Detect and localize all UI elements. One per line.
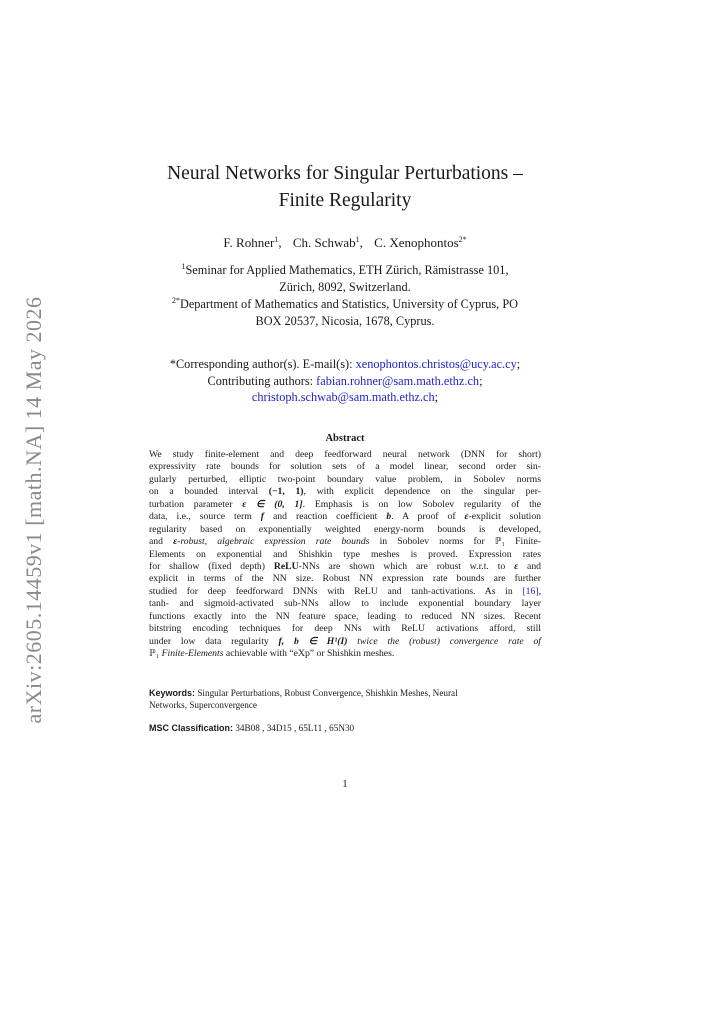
punctuation: ; bbox=[516, 357, 521, 371]
abstract-heading: Abstract bbox=[325, 433, 365, 444]
affiliation-line: BOX 20537, Nicosia, 1678, Cyprus. bbox=[255, 314, 435, 328]
affiliation-line: Zürich, 8092, Switzerland. bbox=[279, 280, 411, 294]
abstract-line: explicit in terms of the NN size. Robust NN expression rate bounds are further bbox=[149, 573, 541, 585]
author-affil-mark: 1 bbox=[274, 235, 279, 244]
author-name: C. Xenophontos bbox=[374, 235, 459, 250]
paper-title bbox=[145, 160, 545, 214]
keywords-text: Singular Perturbations, Robust Convergence, Shishkin Meshes, Neural bbox=[195, 688, 458, 698]
abstract-line: functions exactly into the NN feature space, leading to reduced NN sizes. Recent bbox=[149, 610, 541, 622]
text: twice the (robust) convergence rate of bbox=[347, 635, 541, 647]
abstract-line bbox=[149, 536, 541, 548]
abstract-line bbox=[149, 486, 541, 498]
text: -NNs are shown which are robust w.r.t. to bbox=[298, 560, 515, 572]
author-affil-mark: 2* bbox=[458, 235, 467, 244]
text: -explicit solution bbox=[468, 511, 542, 523]
math: ε bbox=[464, 511, 469, 523]
text: turbation parameter bbox=[149, 498, 243, 510]
text: , bbox=[538, 585, 541, 597]
author-list: F. Rohner$^1$, Ch. Schwab$^1$, C. Xenophontos$^{2*}$ bbox=[223, 235, 467, 250]
abstract-line: tanh- and sigmoid-activated sub-NNs allow to include exponential boundary layer bbox=[149, 598, 541, 610]
email-link-schwab[interactable]: christoph.schwab@sam.math.ethz.ch bbox=[251, 390, 435, 404]
text: . Emphasis is on low Sobolev regularity of the bbox=[302, 498, 542, 510]
abstract-line: Elements on exponential and Shishkin type meshes is proved. Expression rates bbox=[149, 548, 541, 560]
keywords-text: Networks, Superconvergence bbox=[149, 700, 258, 710]
text: under low data regularity bbox=[149, 635, 279, 647]
abstract-line: regularity based on exponentially weighted energy-norm bounds is developed, bbox=[149, 523, 541, 535]
text: ℙ₁ bbox=[149, 648, 162, 659]
abstract-line bbox=[149, 561, 541, 573]
abstract-line bbox=[149, 511, 541, 523]
affiliation-mark: 1 bbox=[181, 262, 186, 271]
email-link-corresponding[interactable]: xenophontos.christos@ucy.ac.cy bbox=[355, 357, 517, 371]
citation-link[interactable]: [16] bbox=[522, 585, 539, 597]
abstract-line bbox=[149, 636, 541, 648]
punctuation: ; bbox=[479, 373, 483, 388]
title-line-1: Neural Networks for Singular Perturbations – bbox=[167, 163, 523, 184]
abstract-body bbox=[149, 449, 541, 660]
text: and bbox=[518, 560, 542, 572]
math: ε bbox=[173, 536, 178, 548]
abstract-line: bitstring encoding techniques for deep NNs with ReLU activations afford, still bbox=[149, 623, 541, 635]
affiliation-line: Seminar for Applied Mathematics, ETH Zürich, Rämistrasse 101, bbox=[185, 263, 509, 277]
abstract-line bbox=[149, 586, 541, 598]
affiliation-line: Department of Mathematics and Statistics, University of Cyprus, PO bbox=[179, 297, 519, 311]
abstract-line bbox=[149, 499, 541, 511]
correspondence-block bbox=[120, 356, 570, 406]
abstract-line: gularly perturbed, elliptic two-point boundary value problem, in Sobolev norms bbox=[149, 473, 541, 485]
text: in Sobolev norms for ℙ₁ Finite- bbox=[369, 536, 541, 548]
affiliation-mark: 2* bbox=[171, 296, 180, 305]
text: , with explicit dependence on the singular per- bbox=[303, 486, 541, 498]
msc-text: 34B08 , 34D15 , 65L11 , 65N30 bbox=[233, 723, 355, 733]
author-name: Ch. Schwab bbox=[292, 235, 356, 250]
text: Finite-Elements bbox=[161, 648, 224, 659]
keywords-label: Keywords: bbox=[149, 688, 196, 698]
punctuation: ; bbox=[434, 390, 439, 404]
email-link-rohner[interactable]: fabian.rohner@sam.math.ethz.ch bbox=[316, 373, 480, 388]
arxiv-identifier-stamp: arXiv:2605.14459v1 [math.NA] 14 May 2026 bbox=[21, 296, 46, 724]
text: ReLU bbox=[273, 560, 299, 572]
abstract-line bbox=[149, 648, 541, 660]
affiliation-1 bbox=[130, 262, 560, 296]
abstract-line: We study finite-element and deep feedforward neural network (DNN for short) bbox=[149, 449, 541, 460]
abstract-line: expressivity rate bounds for solution sets of a model linear, second order sin- bbox=[149, 461, 541, 473]
author-name: F. Rohner bbox=[223, 235, 275, 250]
text: achievable with “eXp” or Shishkin meshes. bbox=[223, 648, 395, 659]
text: -robust, algebraic expression rate bounds bbox=[177, 536, 370, 548]
math: f bbox=[260, 511, 265, 523]
text: and reaction coefficient bbox=[264, 511, 387, 523]
affiliation-2 bbox=[130, 296, 560, 330]
corresponding-label: *Corresponding author(s). E-mail(s): bbox=[169, 357, 356, 371]
msc-classification bbox=[149, 723, 541, 733]
text: for shallow (fixed depth) bbox=[149, 560, 274, 572]
math: (−1, 1) bbox=[268, 486, 304, 498]
text: data, i.e., source term bbox=[149, 511, 261, 523]
math: ε ∈ (0, 1] bbox=[242, 498, 303, 510]
text: on a bounded interval bbox=[149, 486, 269, 498]
math: b bbox=[386, 511, 392, 523]
text: studied for deep feedforward DNNs with ReLU and tanh-activations. As in bbox=[149, 585, 523, 597]
author-affil-mark: 1 bbox=[355, 235, 360, 244]
math: f, b ∈ H¹(I) bbox=[278, 635, 348, 647]
text: and bbox=[149, 536, 174, 548]
contributing-label: Contributing authors: bbox=[207, 373, 317, 388]
text: . A proof of bbox=[391, 511, 465, 523]
title-line-2: Finite Regularity bbox=[278, 190, 412, 211]
keywords bbox=[149, 687, 541, 711]
msc-label: MSC Classification: bbox=[149, 723, 234, 733]
math: ε bbox=[514, 560, 519, 572]
page-number: 1 bbox=[342, 778, 348, 790]
